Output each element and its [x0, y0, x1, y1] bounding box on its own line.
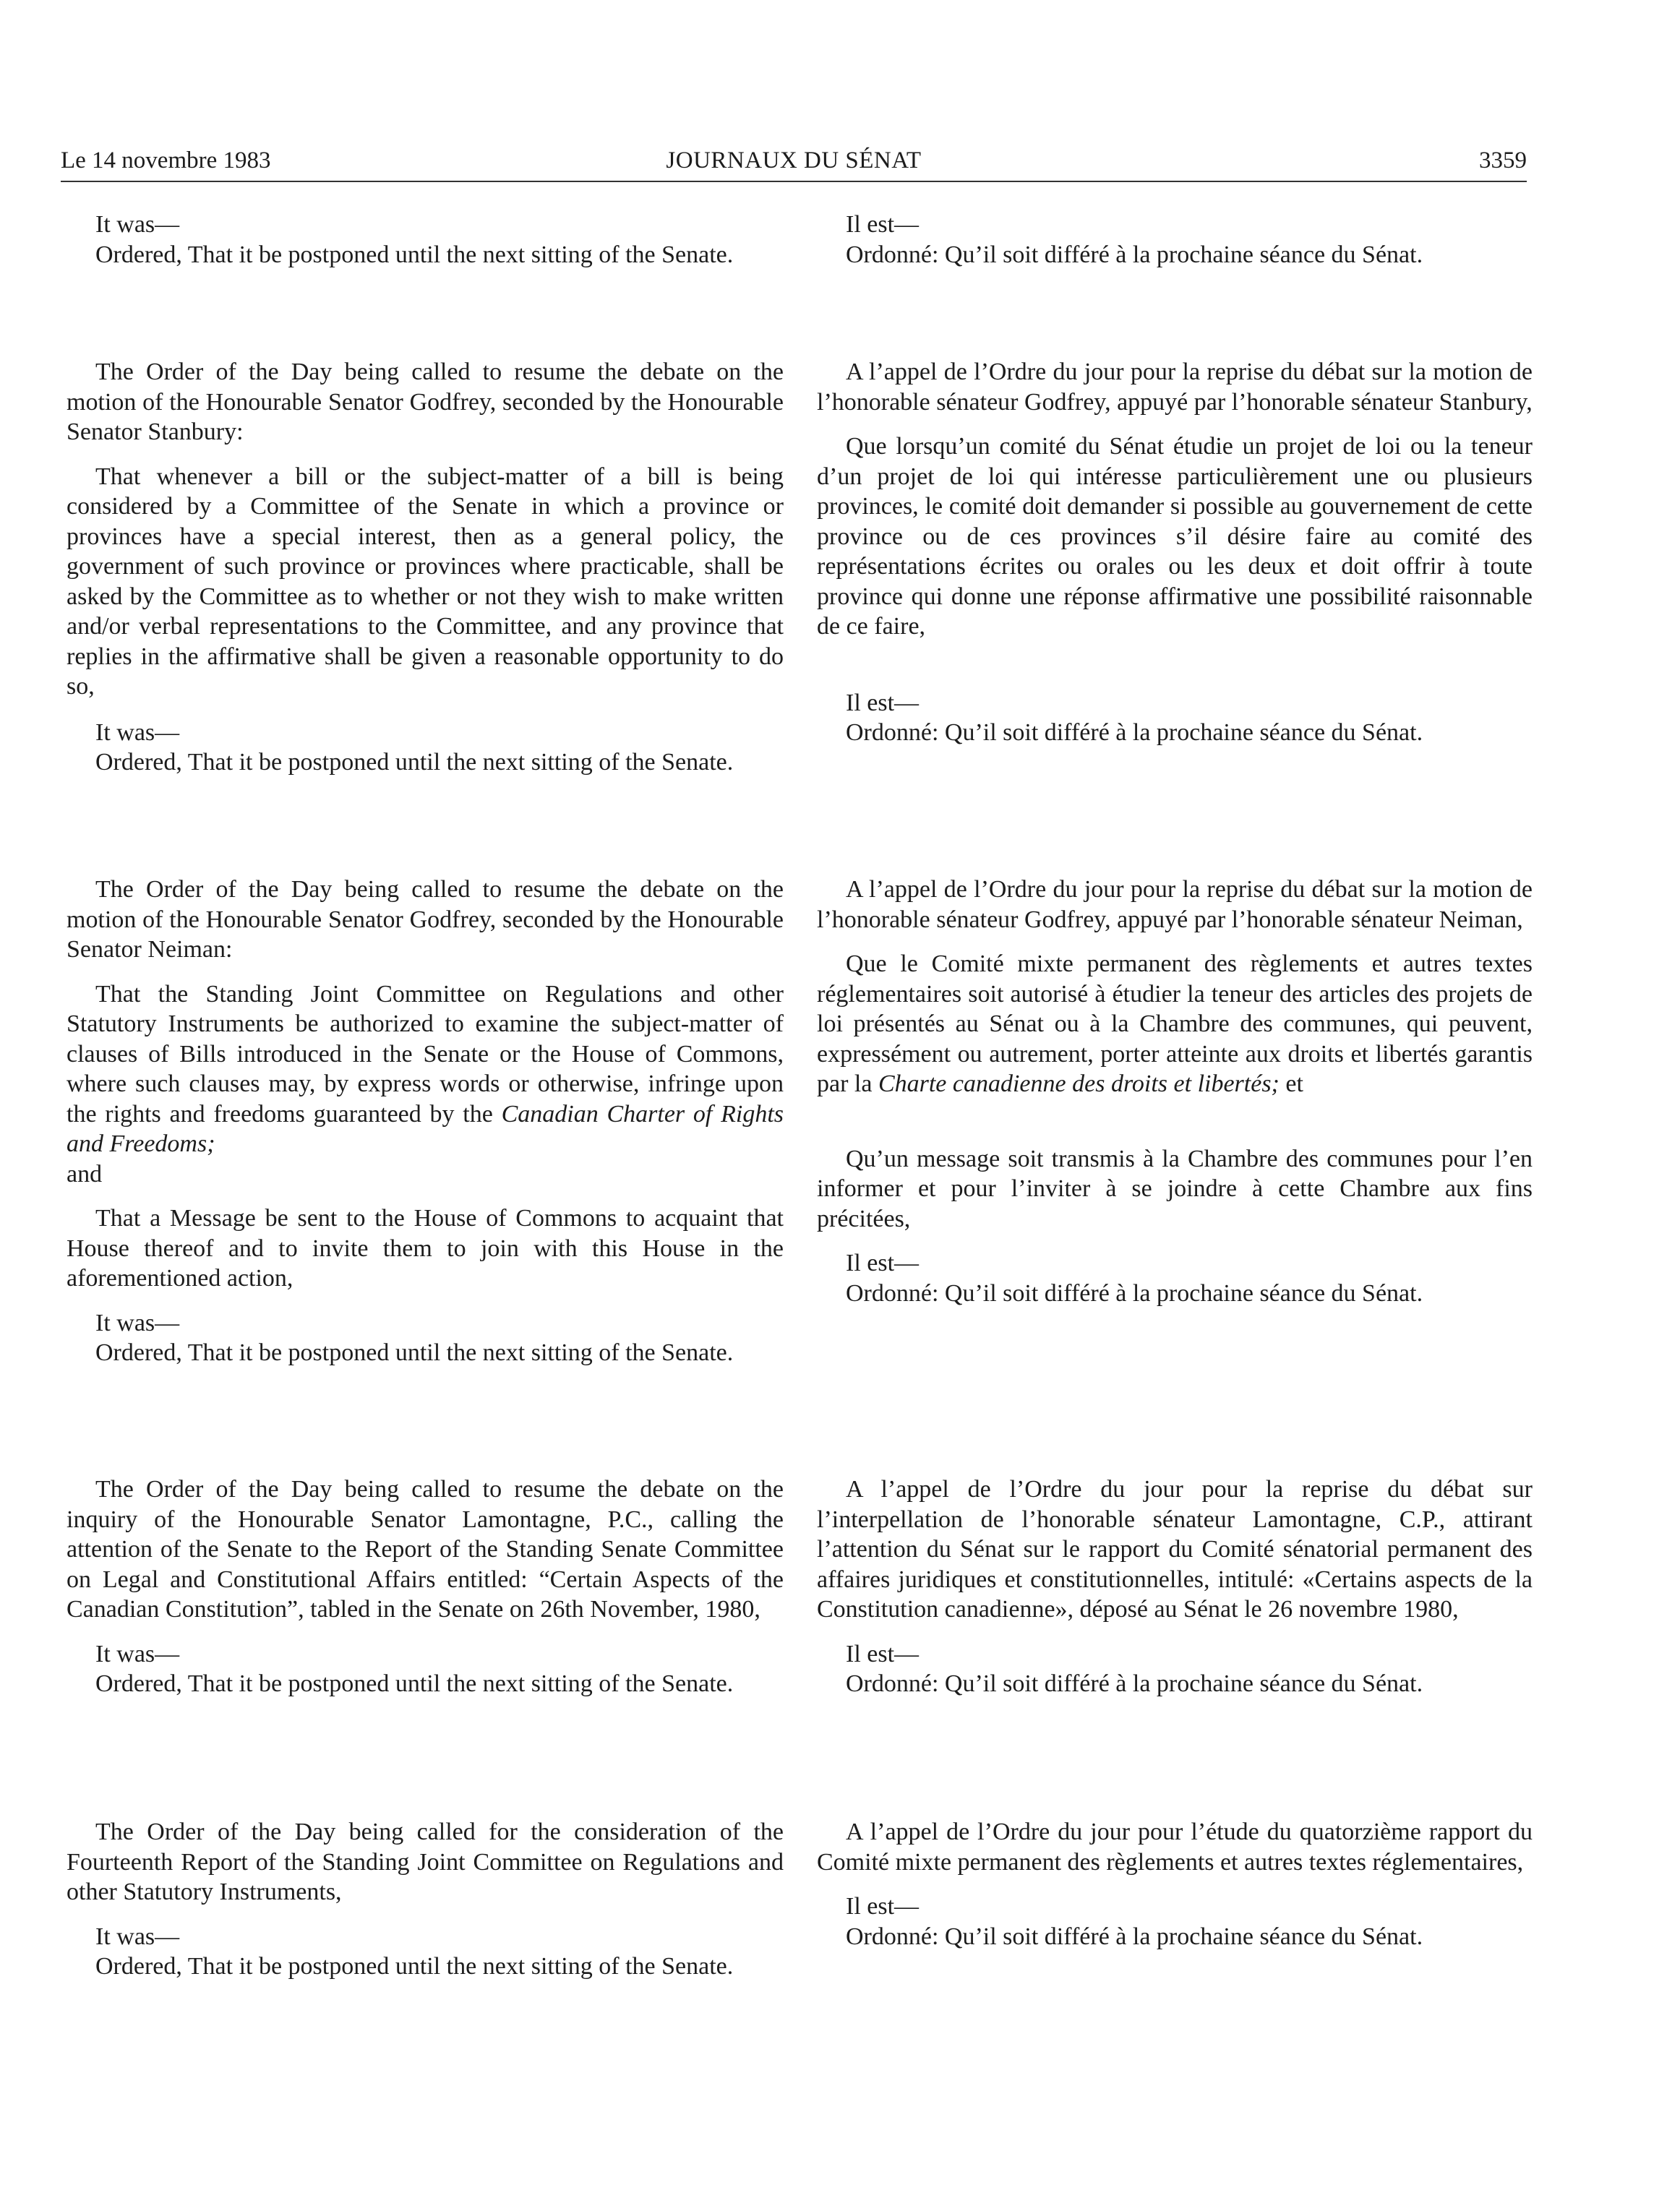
entry-4-fr: [817, 1474, 1533, 1699]
motion-end: et: [1285, 1070, 1303, 1097]
ordonne-paragraph: Ordonné: Qu’il soit différé à la prochaine séance du Sénat.: [846, 1279, 1423, 1307]
ordered-paragraph: Ordered, That it be postponed until the next sitting of the Senate.: [95, 1339, 734, 1366]
il-est-line: Il est—: [846, 211, 920, 238]
ordered-paragraph: Ordered, That it be postponed until the next sitting of the Senate.: [95, 1670, 734, 1697]
entry-5-fr: [817, 1817, 1533, 1952]
ordered-paragraph: Ordered, That it be postponed until the next sitting of the Senate.: [95, 1953, 734, 1980]
motion-paragraph: Que lorsqu’un comité du Sénat étudie un projet de loi ou la teneur d’un projet de loi qui intéresse particulièrement une ou plusieurs provinces, le comité doit demander si possible au gouvernement de cette province ou de ces provinces s’il désire faire au comité des représentations écrites ou orales ou les deux et doit offrir à toute province qui donne une réponse affirmative une possibilité raisonnable de ce faire,: [817, 433, 1533, 640]
entry-3-en: [67, 875, 784, 1368]
it-was-line: It was—: [95, 718, 180, 746]
il-est-line: Il est—: [846, 1250, 920, 1276]
entry-2-fr: [817, 357, 1533, 748]
message-paragraph: That a Message be sent to the House of Commons to acquaint that House thereof and to invite them to join with this House in the aforementioned action,: [67, 1205, 784, 1292]
order-intro-paragraph: The Order of the Day being called to resume the debate on the inquiry of the Honourable Senator Lamontagne, P.C., calling the attention of the Senate to the Report of the Standing Senate Committee on Legal and Constitutional Affairs entitled: “Certain Aspects of the Canadian Constitution”, tabled in the Senate on 26th November, 1980,: [67, 1476, 784, 1623]
motion-end: and: [67, 1160, 103, 1188]
ordered-paragraph: Ordered, That it be postponed until the next sitting of the Senate.: [95, 749, 734, 776]
it-was-line: It was—: [95, 211, 180, 238]
it-was-line: It was—: [95, 1309, 180, 1336]
entry-1-en: [67, 210, 784, 270]
header-date: Le 14 novembre 1983: [61, 147, 271, 173]
order-intro-paragraph: The Order of the Day being called to resume the debate on the motion of the Honourable Senator Godfrey, seconded by the Honourable Senator Neiman:: [67, 876, 784, 963]
header-rule: [61, 181, 1527, 182]
motion-paragraph: That whenever a bill or the subject-matter of a bill is being considered by a Committee of the Senate in which a province or provinces have a special interest, then as a general policy, the government of such province or provinces where practicable, shall be asked by the Committee as to whether or not they wish to make written and/or verbal representations to the Committee, and any province that replies in the affirmative shall be given a reasonable opportunity to do so,: [67, 463, 784, 700]
french-column: [817, 210, 1533, 2031]
order-intro-paragraph: A l’appel de l’Ordre du jour pour la reprise du débat sur la motion de l’honorable sénateur Godfrey, appuyé par l’honorable sénateur Neiman,: [817, 876, 1533, 933]
entry-1-fr: [817, 210, 1533, 270]
ordonne-paragraph: Ordonné: Qu’il soit différé à la prochaine séance du Sénat.: [846, 1923, 1423, 1950]
it-was-line: It was—: [95, 1923, 180, 1950]
ordonne-paragraph: Ordonné: Qu’il soit différé à la prochaine séance du Sénat.: [846, 719, 1423, 746]
entry-5-en: [67, 1817, 784, 1982]
motion-text: Que le Comité mixte permanent des règlements et autres textes réglementaires soit autorisé à étudier la teneur des articles des projets de loi présentés au Sénat ou à la Chambre des communes, qui peuvent, expressément ou autrement, porter atteinte aux droits et libertés garantis par la: [817, 950, 1533, 1097]
order-intro-paragraph: A l’appel de l’Ordre du jour pour la reprise du débat sur la motion de l’honorable sénateur Godfrey, appuyé par l’honorable sénateur Stanbury,: [817, 359, 1533, 416]
order-intro-paragraph: A l’appel de l’Ordre du jour pour l’étude du quatorzième rapport du Comité mixte permanent des règlements et autres textes réglementaires,: [817, 1819, 1533, 1876]
entry-3-fr: [817, 875, 1533, 1308]
header-title: JOURNAUX DU SÉNAT: [666, 147, 922, 173]
entry-4-en: [67, 1474, 784, 1699]
ordonne-paragraph: Ordonné: Qu’il soit différé à la prochaine séance du Sénat.: [846, 241, 1423, 268]
il-est-line: Il est—: [846, 1893, 920, 1920]
english-column: [67, 210, 784, 2031]
order-intro-paragraph: The Order of the Day being called for the consideration of the Fourteenth Report of the Standing Joint Committee on Regulations and other Statutory Instruments,: [67, 1819, 784, 1905]
page-number: 3359: [1479, 147, 1527, 173]
message-paragraph: Qu’un message soit transmis à la Chambre des communes pour l’en informer et pour l’inviter à se joindre à cette Chambre aux fins précitées,: [817, 1145, 1533, 1232]
motion-text: That the Standing Joint Committee on Regulations and other Statutory Instruments be authorized to examine the subject-matter of clauses of Bills introduced in the Senate or the House of Commons, where such clauses may, by express words or otherwise, infringe upon the rights and freedoms guaranteed by the: [67, 980, 784, 1128]
motion-paragraph: [67, 979, 784, 1190]
order-intro-paragraph: A l’appel de l’Ordre du jour pour la reprise du débat sur l’interpellation de l’honorable sénateur Lamontagne, C.P., attirant l’attention du Sénat sur le rapport du Comité sénatorial permanent des affaires juridiques et constitutionnelles, intitulé: «Certains aspects de la Constitution canadienne», déposé au Sénat le 26 novembre 1980,: [817, 1476, 1533, 1623]
it-was-line: It was—: [95, 1640, 180, 1667]
ordonne-paragraph: Ordonné: Qu’il soit différé à la prochaine séance du Sénat.: [846, 1670, 1423, 1697]
page-header: [61, 145, 1527, 182]
charte-title: Charte canadienne des droits et libertés;: [878, 1070, 1280, 1097]
il-est-line: Il est—: [846, 1640, 920, 1667]
entry-2-en: [67, 357, 784, 778]
order-intro-paragraph: The Order of the Day being called to resume the debate on the motion of the Honourable Senator Godfrey, seconded by the Honourable Senator Stanbury:: [67, 359, 784, 445]
motion-paragraph: [817, 949, 1533, 1099]
ordered-paragraph: Ordered, That it be postponed until the next sitting of the Senate.: [95, 241, 734, 268]
charter-title: Canadian Charter of Rights and Freedoms;: [67, 1100, 784, 1157]
il-est-line: Il est—: [846, 689, 920, 716]
